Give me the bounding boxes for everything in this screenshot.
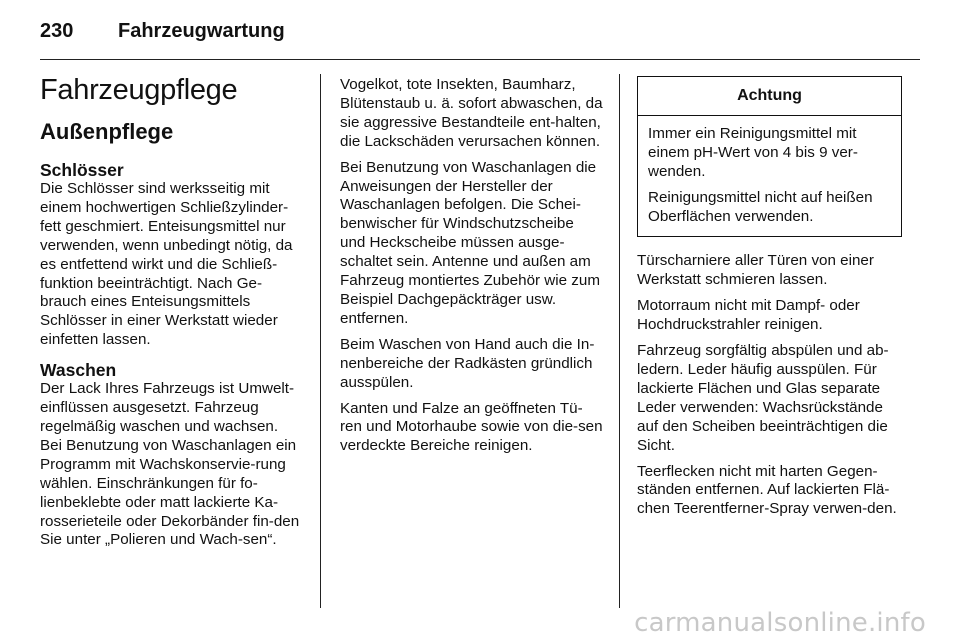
paragraph-engine: Motorraum nicht mit Dampf- oder Hochdruckstrahler reinigen. bbox=[637, 297, 860, 334]
column-1 bbox=[40, 72, 303, 557]
paragraph-rinse: Fahrzeug sorgfältig abspülen und ab-ledern. Leder häufig ausspülen. Für lackierte Flächen und Glas separate Leder verwenden: Wachsrückstände auf den Scheiben beeinträchtigen die Sicht. bbox=[637, 342, 889, 454]
paragraph-hand-wash: Beim Waschen von Hand auch die In-nenbereiche der Radkästen gründlich ausspülen. bbox=[340, 335, 595, 391]
washing-paragraph: Der Lack Ihres Fahrzeugs ist Umwelt-einflüssen ausgesetzt. Fahrzeug regelmäßig waschen und wachsen. Bei Benutzung von Waschanlagen ein Programm mit Wachskonservie-rung wählen. Einschränkungen für fo-lienbeklebte oder matt lackierte Ka-rosserieteile oder Dekorbänder fin-den Sie unter „Polieren und Wach-sen“. bbox=[40, 380, 300, 549]
warning-paragraph-hot-surfaces: Reinigungsmittel nicht auf heißen Oberflächen verwenden. bbox=[648, 188, 873, 225]
paragraph-hinges: Türscharniere aller Türen von einer Werkstatt schmieren lassen. bbox=[637, 252, 874, 289]
chapter-title: Fahrzeugpflege bbox=[40, 74, 238, 106]
paragraph-bird-droppings: Vogelkot, tote Insekten, Baumharz, Blütenstaub u. ä. sofort abwaschen, da sie aggressive Bestandteile ent-halten, die Lackschäden verursachen können. bbox=[340, 76, 603, 150]
watermark: carmanualsonline.info bbox=[634, 608, 926, 638]
paragraph-tar: Teerflecken nicht mit harten Gegen-ständen entfernen. Auf lackierten Flä-chen Teerentferner-Spray verwen-den. bbox=[637, 462, 897, 518]
section-title: Außenpflege bbox=[40, 119, 174, 144]
column-2 bbox=[340, 76, 603, 463]
paragraph-edges: Kanten und Falze an geöffneten Tü-ren und Motorhaube sowie von die-sen verdeckte Bereiche reinigen. bbox=[340, 399, 603, 455]
warning-box bbox=[637, 76, 902, 237]
paragraph-car-wash: Bei Benutzung von Waschanlagen die Anweisungen der Hersteller der Waschanlagen befolgen. Die Schei-benwischer für Windschutzscheibe und Heckscheibe müssen ausge-schaltet sein. Antenne und außen am Fahrzeug montiertes Zubehör wie zum Beispiel Dachgepäckträger usw. entfernen. bbox=[340, 158, 600, 327]
column-3 bbox=[637, 76, 902, 526]
page-number: 230 bbox=[40, 20, 74, 42]
column-divider-2 bbox=[619, 74, 620, 608]
warning-title: Achtung bbox=[638, 77, 901, 116]
page-header bbox=[40, 12, 920, 52]
locks-heading: Schlösser bbox=[40, 160, 124, 180]
column-divider-1 bbox=[320, 74, 321, 608]
washing-heading: Waschen bbox=[40, 360, 117, 381]
header-rule bbox=[40, 59, 920, 60]
locks-paragraph: Die Schlösser sind werksseitig mit einem hochwertigen Schließzylinder-fett geschmiert. Enteisungsmittel nur verwenden, wenn unbedingt nötig, da es entfettend wirkt und die Schließ-funktion beeinträchtigt. Nach Ge-brauch eines Enteisungsmittels Schlösser in einer Werkstatt wieder einfetten lassen. bbox=[40, 180, 293, 349]
running-title: Fahrzeugwartung bbox=[118, 20, 285, 42]
warning-paragraph-ph: Immer ein Reinigungsmittel mit einem pH-Wert von 4 bis 9 ver-wenden. bbox=[648, 124, 858, 180]
warning-body bbox=[638, 116, 901, 237]
